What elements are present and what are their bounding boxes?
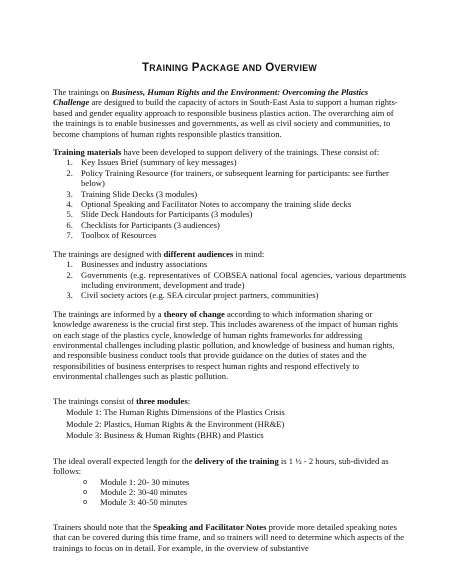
modules-list <box>66 407 406 442</box>
materials-post: have been developed to support delivery of the trainings. These consist of: <box>121 147 380 158</box>
list-item: 7. Toolbox of Resources <box>75 230 406 240</box>
trainers-post: provide more detailed speaking notes that can be covered during this time frame, and so trainers will need to determine which aspects of the trainings to focus on in detail. For example, in the overview of substantive <box>53 521 405 553</box>
theory-bold: theory of change <box>163 308 225 319</box>
list-item: Module 2: Plastics, Human Rights & the Environment (HR&E) <box>66 418 285 429</box>
modules-post: : <box>187 395 191 406</box>
list-item: 3. Training Slide Decks (3 modules) <box>75 189 406 199</box>
theory-pre: The trainings are informed by a <box>53 308 164 319</box>
trainers-bold: Speaking and Facilitator Notes <box>153 521 267 532</box>
list-item: o Module 1: 20- 30 minutes <box>83 476 190 487</box>
modules-bold: three modules <box>136 395 188 406</box>
title-rest-2: ACKAGE AND <box>199 63 263 73</box>
materials-paragraph <box>53 147 406 157</box>
title-initial-1: T <box>141 62 150 74</box>
delivery-paragraph <box>53 456 406 477</box>
list-item: Module 3: Business & Human Rights (BHR) and Plastics <box>66 430 264 441</box>
theory-post: according to which information sharing or knowledge awareness is the crucial first step. This includes awareness of the impact of human rights on each stage of the plastics cycle, knowledge of human rights frameworks for addressing environmental challenges including plastic pollution, and knowledge of business and human rights, and responsible business conduct tools that provide guidance on the duties of states and the responsibilities of business enterprises to respect human rights and respond effectively to environmental challenges such as plastic pollution. <box>53 308 398 382</box>
delivery-bold: delivery of the training <box>194 455 279 466</box>
modules-pre: The trainings consist of <box>53 395 137 406</box>
title-rest-1: RAINING <box>149 63 189 73</box>
trainers-pre: Trainers should note that the <box>53 521 154 532</box>
audiences-paragraph <box>53 249 406 259</box>
list-item: 1. Key Issues Brief (summary of key messages) <box>75 157 406 167</box>
list-item: 4. Optional Speaking and Facilitator Notes to accompany the training slide decks <box>75 199 406 209</box>
list-item: 5. Slide Deck Handouts for Participants (3 modules) <box>75 209 406 219</box>
intro-paragraph <box>53 87 406 139</box>
delivery-pre: The ideal overall expected length for the <box>53 455 195 466</box>
materials-bold: Training materials <box>53 147 122 158</box>
materials-list <box>53 157 406 240</box>
audiences-pre: The trainings are designed with <box>53 248 164 259</box>
delivery-post: is 1 ½ - 2 hours, sub-divided as follows: <box>53 455 389 477</box>
circle-bullet-icon: o <box>83 498 88 507</box>
audiences-bold: different audiences <box>163 248 234 259</box>
title-rest-3: VERVIEW <box>274 63 318 73</box>
list-item: Module 1: The Human Rights Dimensions of the Plastics Crisis <box>66 406 285 417</box>
modules-paragraph <box>53 396 406 406</box>
circle-bullet-icon: o <box>83 477 88 486</box>
theory-paragraph <box>53 309 406 382</box>
list-item: 2. Governments (e.g. representatives of COBSEA national focal agencies, various departments including environment, development and trade) <box>75 270 406 291</box>
circle-bullet-icon: o <box>83 487 88 496</box>
delivery-list <box>53 477 406 508</box>
title-initial-2: P <box>191 62 200 74</box>
audiences-list <box>53 259 406 301</box>
list-item: 6. Checklists for Participants (3 audiences) <box>75 220 406 230</box>
list-item: o Module 2: 30-40 minutes <box>83 486 188 497</box>
intro-pre: The trainings on <box>53 87 112 97</box>
list-item: 2. Policy Training Resource (for trainers, or subsequent learning for participants: see further below) <box>75 168 406 189</box>
trainers-paragraph <box>53 522 406 553</box>
title-initial-3: O <box>265 62 275 74</box>
intro-training-title: Business, Human Rights and the Environment: Overcoming the Plastics Challenge <box>53 87 369 108</box>
page-title <box>53 62 406 74</box>
list-item: 3. Civil society actors (e.g. SEA circular project partners, communities) <box>75 290 406 300</box>
audiences-post: in mind: <box>233 248 265 259</box>
intro-post: are designed to build the capacity of actors in South-East Asia to support a human rights-based and gender equality approach to responsible business plastics action. The overarching aim of the trainings is to enable businesses and governments, as well as civil society and communities, to become champions of human rights responsible plastics transition. <box>53 97 398 139</box>
list-item: o Module 3: 40-50 minutes <box>83 497 188 508</box>
list-item: 1. Businesses and industry associations <box>75 259 406 269</box>
